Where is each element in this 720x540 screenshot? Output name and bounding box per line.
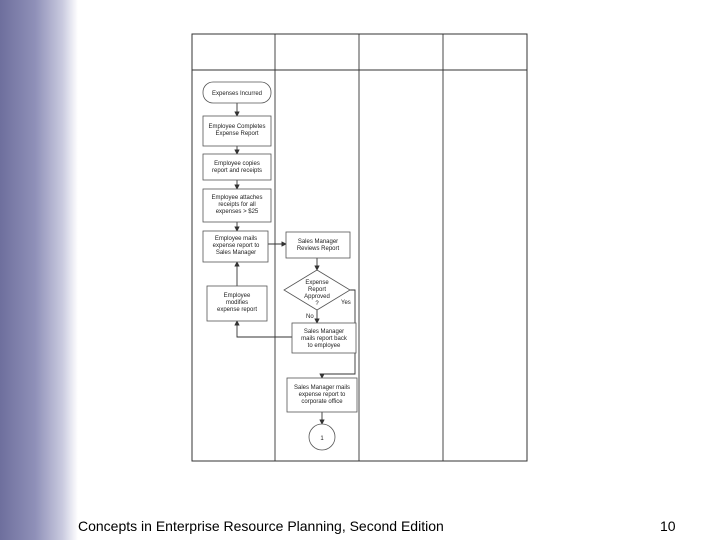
label-line: Expense (305, 280, 329, 286)
label-line: expense report (216, 307, 258, 313)
process-completes-report (203, 116, 271, 146)
label-line: receipts for all (218, 202, 256, 208)
reviews-label (297, 239, 340, 252)
footer-title: Concepts in Enterprise Resource Planning, Second Edition (78, 518, 444, 534)
offpage-connector (309, 424, 335, 450)
connector-label: 1 (320, 436, 324, 442)
label-line: Sales Manager (303, 329, 345, 335)
label-line: Employee attaches (211, 195, 263, 201)
label-line: Employee copies (214, 161, 260, 167)
start-terminal (203, 82, 271, 103)
attaches-label (211, 195, 262, 215)
no-label: No (306, 314, 314, 320)
label-line: ? (315, 301, 319, 307)
label-line: report and receipts (211, 168, 263, 174)
label-line: expense report to (212, 243, 260, 249)
completes-label (208, 124, 265, 137)
label-line: to employee (307, 343, 341, 349)
label-line: Sales Manager (297, 239, 339, 245)
label-line: Sales Manager (215, 250, 257, 256)
label-line: modifies (225, 300, 249, 306)
label-line: Expenses Incurred (211, 91, 263, 97)
label-line: Report (307, 287, 327, 293)
process-mails-report (203, 231, 268, 262)
process-attaches-receipts (203, 189, 271, 222)
label-line: corporate office (301, 399, 343, 405)
process-modifies-report (207, 286, 267, 321)
slide-number: 10 (660, 518, 676, 534)
label-line: Employee mails (214, 236, 258, 242)
label-line: Sales Manager mails (293, 385, 351, 391)
copies-label (212, 161, 262, 174)
process-copies-report (203, 154, 271, 180)
process-mails-corporate (287, 378, 357, 412)
label-line: Employee (223, 293, 251, 299)
label-line: Employee Completes (208, 124, 266, 130)
label-line: Approved (304, 294, 330, 300)
process-mails-back (292, 323, 356, 353)
label-line: Reviews Report (296, 246, 340, 252)
yes-label: Yes (341, 300, 351, 306)
label-line: expenses > $25 (215, 209, 259, 215)
label-line: mails report back (301, 336, 347, 342)
start-label (212, 91, 262, 97)
mails-label (213, 236, 260, 256)
process-manager-reviews (286, 232, 350, 258)
mails-corporate-label (294, 385, 350, 405)
label-line: Expense Report (215, 131, 259, 137)
label-line: expense report to (298, 392, 346, 398)
